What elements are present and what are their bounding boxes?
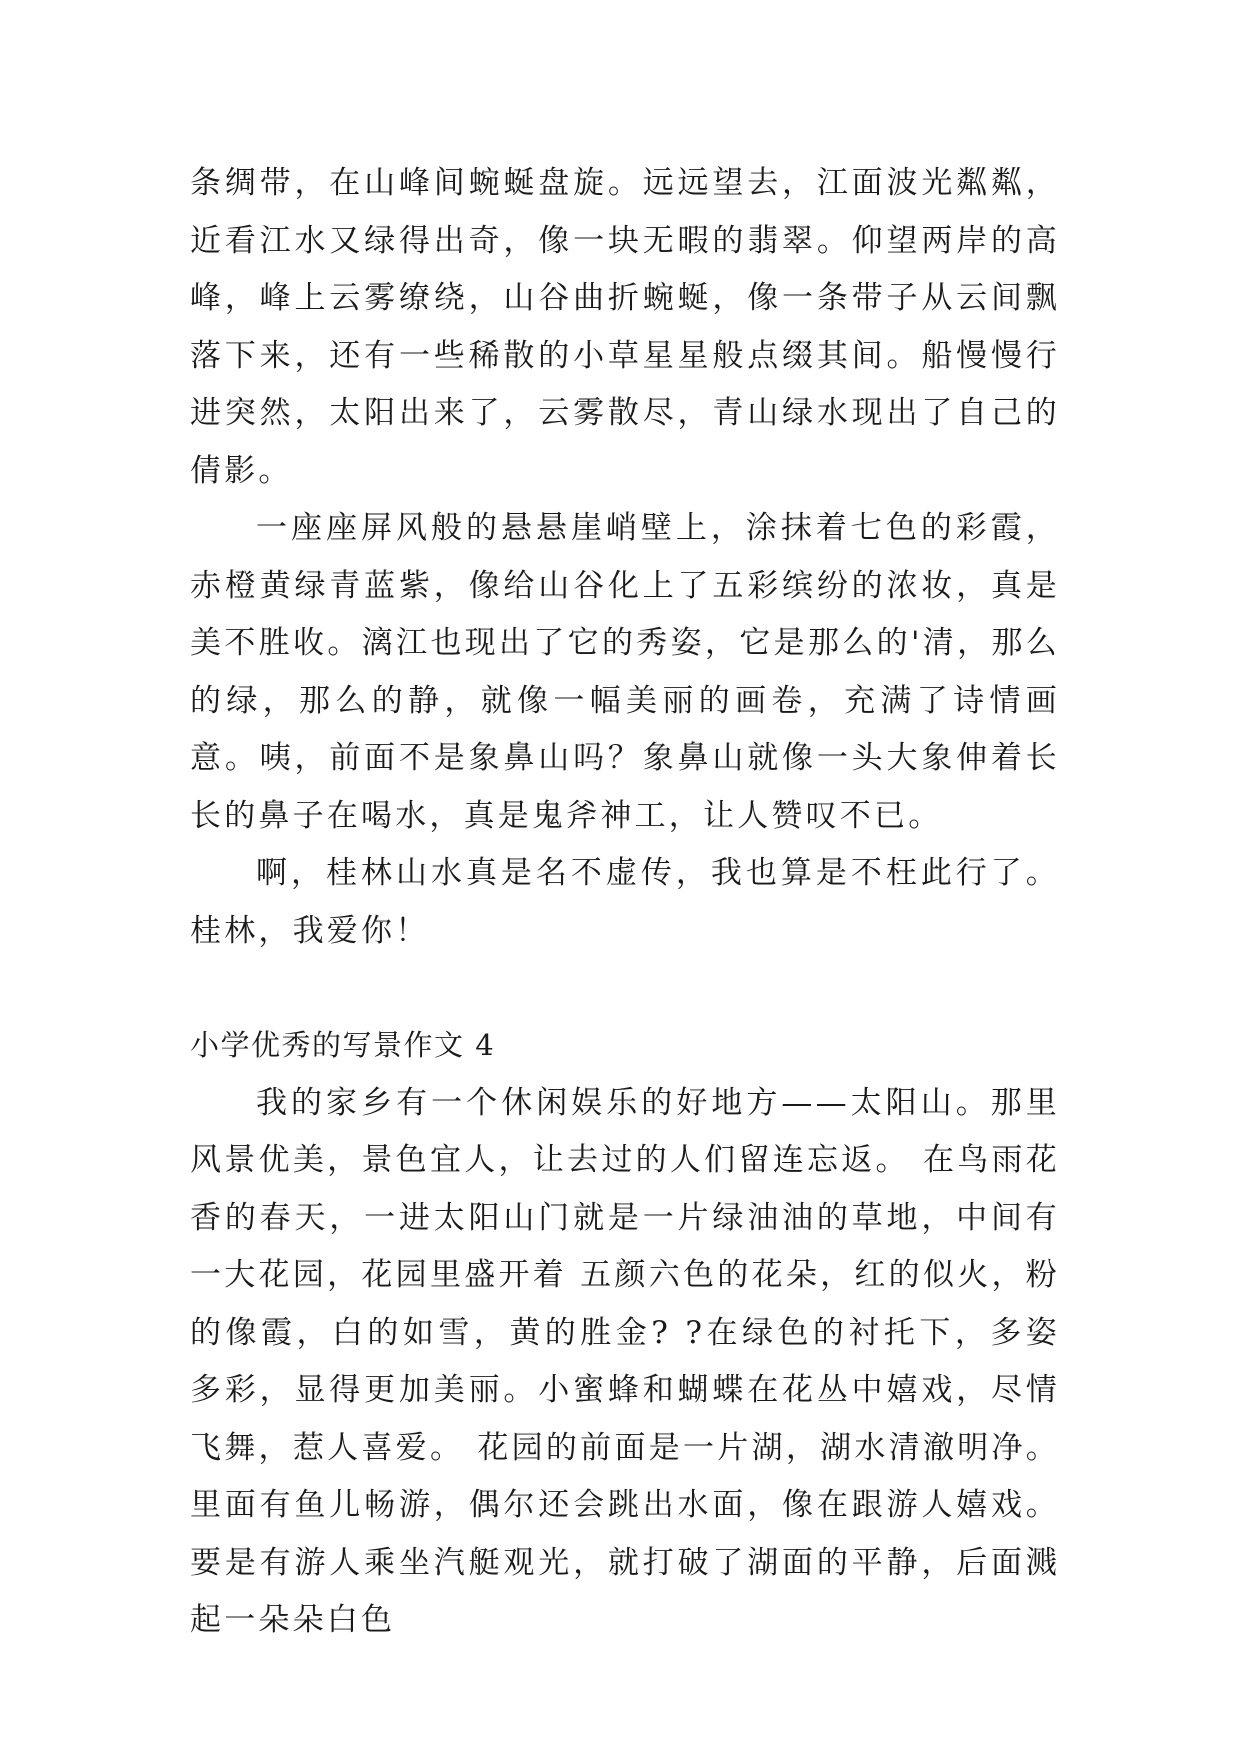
paragraph-guilin-river: 条绸带，在山峰间蜿蜒盘旋。远远望去，江面波光粼粼，近看江水又绿得出奇，像一块无暇的翡翠。仰望两岸的高峰，峰上云雾缭绕，山谷曲折蜿蜒，像一条带子从云间飘落下来，还有一些稀散的小草星星般点缀其间。船慢慢行进突然，太阳出来了，云雾散尽，青山绿水现出了自己的倩影。 xyxy=(190,165,1060,489)
section-spacer xyxy=(190,960,1060,1017)
paragraph-cliffs: 一座座屏风般的悬悬崖峭壁上，涂抹着七色的彩霞，赤橙黄绿青蓝紫，像给山谷化上了五彩缤纷的浓妆，真是美不胜收。漓江也现出了它的秀姿，它是那么的'清，那么的绿，那么的静，就像一幅美丽的画卷，充满了诗情画意。咦，前面不是象鼻山吗？象鼻山就像一头大象伸着长长的鼻子在喝水，真是鬼斧神工，让人赞叹不已。 xyxy=(190,510,1060,834)
paragraph-conclusion: 啊，桂林山水真是名不虚传，我也算是不枉此行了。桂林，我爱你！ xyxy=(190,855,1060,949)
section-title: 小学优秀的写景作文 4 xyxy=(190,1028,496,1062)
document-body xyxy=(190,155,1060,1650)
paragraph-sun-mountain: 我的家乡有一个休闲娱乐的好地方——太阳山。那里风景优美，景色宜人，让去过的人们留连忘返。 在鸟雨花香的春天，一进太阳山门就是一片绿油油的草地，中间有一大花园，花园里盛开着 五颜六色的花朵，红的似火，粉的像霞，白的如雪，黄的胜金? ?在绿色的衬托下，多姿多彩，显得更加美丽。小蜜蜂和蝴蝶在花丛中嬉戏，尽情飞舞，惹人喜爱。 花园的前面是一片湖，湖水清澈明净。里面有鱼儿畅游，偶尔还会跳出水面，像在跟游人嬉戏。要是有游人乘坐汽艇观光，就打破了湖面的平静，后面溅起一朵朵白色 xyxy=(190,1084,1060,1638)
